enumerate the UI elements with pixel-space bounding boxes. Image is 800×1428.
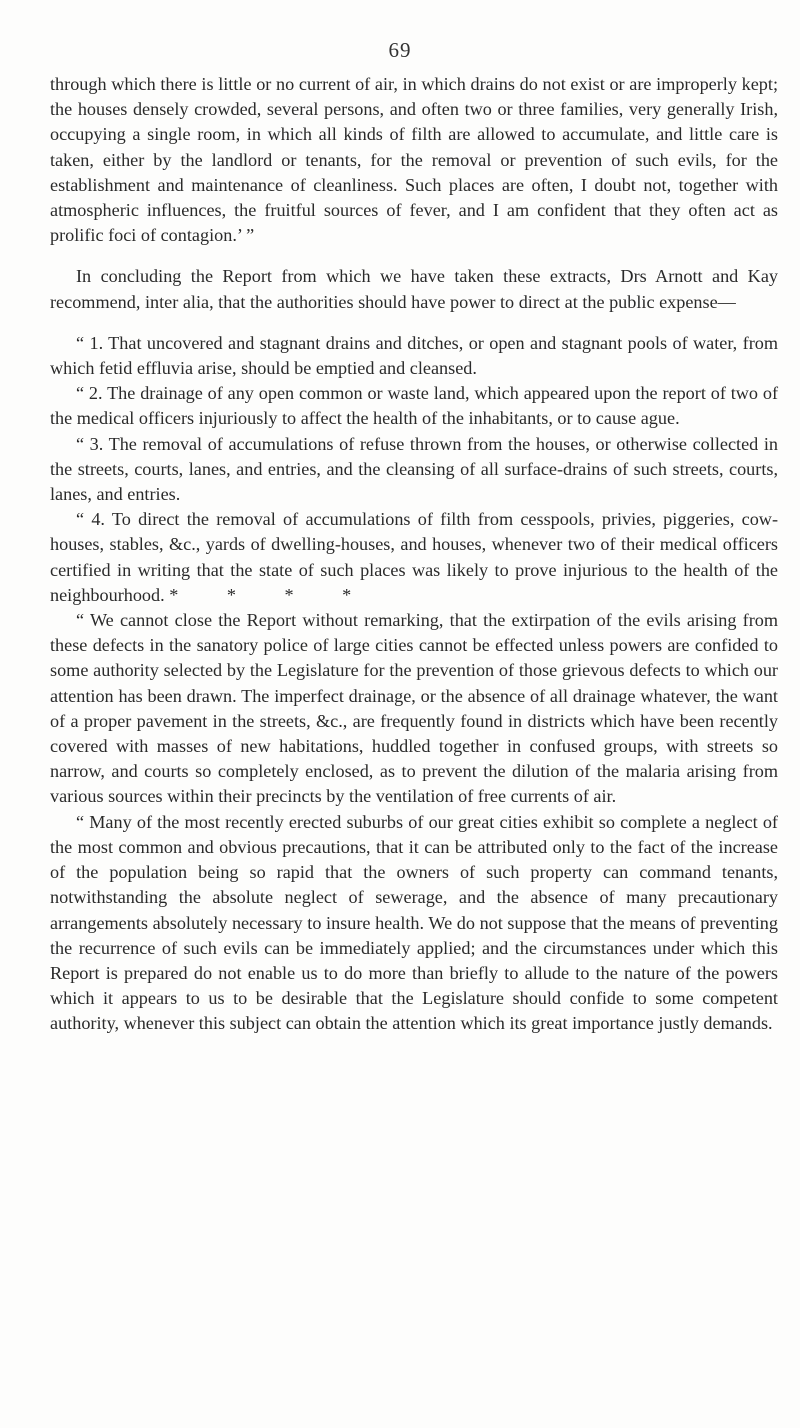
page-number: 69	[388, 38, 412, 62]
recommendation-4	[50, 507, 778, 608]
paragraph-contagion-quote: through which there is little or no current of air, in which drains do not exist or are improperly kept; the houses densely crowded, several persons, and often two or three families, very generally Irish, occupying a single room, in which all kinds of filth are allowed to accumulate, and little care is taken, either by the landlord or tenants, for the removal or prevention of such evils, for the establishment and maintenance of cleanliness. Such places are often, I doubt not, together with atmospheric influences, the fruitful sources of fever, and I am confident that they often act as prolific foci of contagion.’ ”	[50, 74, 778, 246]
recommendation-3: “ 3. The removal of accumulations of refuse thrown from the houses, or otherwise collected in the streets, courts, lanes, and entries, and the cleansing of all surface-drains of such streets, courts, lanes, and entries.	[50, 433, 778, 505]
paragraph-extirpation: “ We cannot close the Report without remarking, that the extirpation of the evils arising from these defects in the sanatory police of large cities cannot be effected unless powers are confided to some authority selected by the Legislature for the prevention of those grievous defects to which our attention has been drawn. The imperfect drainage, or the absence of all drainage whatever, the want of a proper pavement in the streets, &c., are frequently found in districts which have been recently covered with masses of new habitations, huddled together in confused groups, with streets so narrow, and courts so completely enclosed, as to prevent the dilution of the malaria arising from various sources within their precincts by the ventilation of free currents of air.	[50, 610, 778, 807]
paragraph-report-conclusion: In concluding the Report from which we have taken these extracts, Drs Arnott and Kay recommend, inter alia, that the authorities should have power to direct at the public expense—	[50, 266, 778, 312]
recommendation-4-text: “ 4. To direct the removal of accumulations of filth from cesspools, privies, piggeries, cow-houses, stables, &c., yards of dwelling-houses, and houses, whenever two of their medical officers certified in writing that the state of such places was likely to prove injurious to the health of the neighbourhood.	[50, 509, 778, 605]
omission-stars: * * * *	[169, 584, 374, 605]
recommendation-1: “ 1. That uncovered and stagnant drains and ditches, or open and stagnant pools of water, from which fetid effluvia arise, should be emptied and cleansed.	[50, 332, 778, 379]
paragraph-suburbs: “ Many of the most recently erected suburbs of our great cities exhibit so complete a neglect of the most common and obvious precautions, that it can be attributed only to the fact of the increase of the population being so rapid that the owners of such property can command tenants, notwithstanding the absolute neglect of sewerage, and the absence of many precautionary arrangements absolutely necessary to insure health. We do not suppose that the means of preventing the recurrence of such evils can be immediately applied; and the circumstances under which this Report is prepared do not enable us to do more than briefly to allude to the nature of the powers which it appears to us to be desirable that the Legislature should confide to some competent authority, whenever this subject can obtain the attention which its great importance justly demands.	[50, 811, 778, 1034]
body-text	[50, 72, 778, 1037]
recommendation-2: “ 2. The drainage of any open common or waste land, which appeared upon the report of two of the medical officers injuriously to affect the health of the inhabitants, or to cause ague.	[50, 383, 778, 429]
